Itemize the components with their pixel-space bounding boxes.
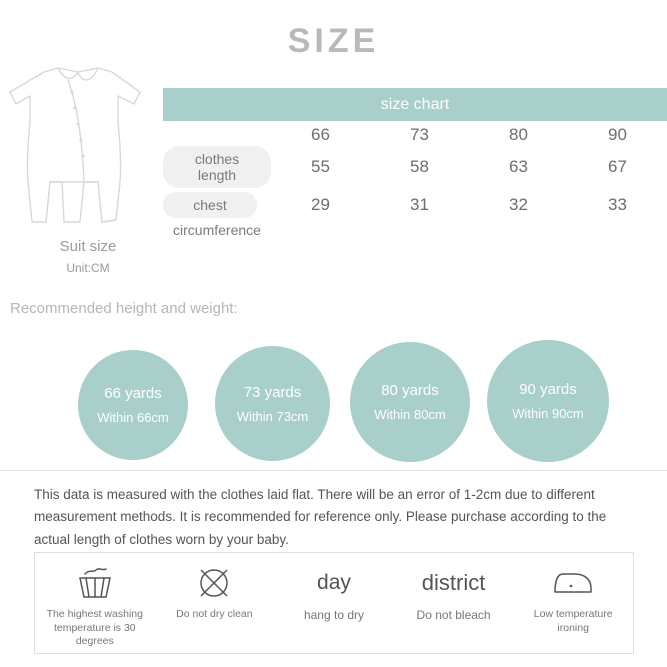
wash-basket-icon (75, 562, 115, 604)
size-header-cell: 80 (509, 124, 528, 144)
size-circle-size: 66 yards (104, 385, 162, 402)
size-circle-size: 73 yards (243, 383, 302, 401)
row-label-chest-note: circumference (173, 222, 261, 238)
size-circle (350, 342, 470, 462)
word-icon (317, 562, 351, 604)
size-circle (78, 350, 188, 460)
size-circle (215, 346, 330, 461)
row-label-blank (163, 121, 271, 147)
size-header-cell: 66 (311, 124, 330, 144)
size-chart-header-row (163, 121, 667, 148)
size-circle (487, 340, 609, 462)
size-header-cell: 73 (410, 124, 429, 144)
no-dry-clean-icon (195, 562, 233, 604)
size-circle-height: Within 66cm (97, 410, 169, 425)
care-word: day (317, 571, 351, 594)
care-text: Low temperature ironing (533, 608, 613, 634)
care-item (394, 553, 514, 653)
size-chart-header: size chart (163, 88, 667, 121)
row-label-text: chest (163, 192, 257, 218)
garment-illustration (6, 62, 156, 237)
divider (0, 470, 667, 471)
garment-unit: Unit:CM (66, 261, 110, 275)
row-label-clothes-length (163, 146, 271, 188)
word-icon (422, 562, 486, 604)
recommendation-label: Recommended height and weight: (10, 300, 238, 317)
page-title: SIZE (287, 22, 380, 60)
size-circle-size: 80 yards (381, 382, 439, 399)
care-item (155, 553, 275, 653)
disclaimer-text: This data is measured with the clothes laid flat. There will be an error of 1-2cm due to different measurement methods. It is recommended for reference only. Please purchase according to the actual length of clothes worn by your baby. (34, 487, 607, 547)
recommendation-circles (0, 338, 667, 458)
table-row (163, 148, 667, 186)
size-circle-size: 90 yards (519, 381, 577, 398)
care-instructions (34, 552, 634, 654)
table-cell: 32 (509, 195, 528, 214)
care-item (513, 553, 633, 653)
care-text: Do not bleach (416, 608, 491, 622)
row-cells (271, 195, 667, 215)
care-item (35, 553, 155, 653)
size-header-cell: 90 (608, 124, 627, 144)
row-cells (271, 157, 667, 177)
table-cell: 31 (410, 195, 429, 214)
size-circle-height: Within 73cm (236, 408, 309, 424)
size-chart-body (163, 121, 667, 224)
care-item (274, 553, 394, 653)
table-row (163, 186, 667, 224)
table-cell: 67 (608, 157, 627, 176)
care-text: hang to dry (303, 608, 364, 622)
table-cell: 55 (311, 157, 330, 176)
table-cell: 58 (410, 157, 429, 176)
care-word: district (421, 570, 486, 595)
size-circle-height: Within 80cm (374, 407, 446, 422)
care-text: The highest washing temperature is 30 degrees (46, 608, 143, 648)
table-cell: 33 (608, 195, 627, 214)
row-label-text: clothes length (163, 146, 271, 188)
care-text: Do not dry clean (176, 608, 253, 620)
table-cell: 29 (311, 195, 330, 214)
row-label-chest (163, 192, 271, 218)
garment-caption: Suit size (59, 238, 117, 255)
size-header-cells (271, 125, 667, 145)
table-cell: 63 (509, 157, 528, 176)
iron-icon (551, 562, 595, 604)
size-circle-height: Within 90cm (512, 406, 584, 421)
